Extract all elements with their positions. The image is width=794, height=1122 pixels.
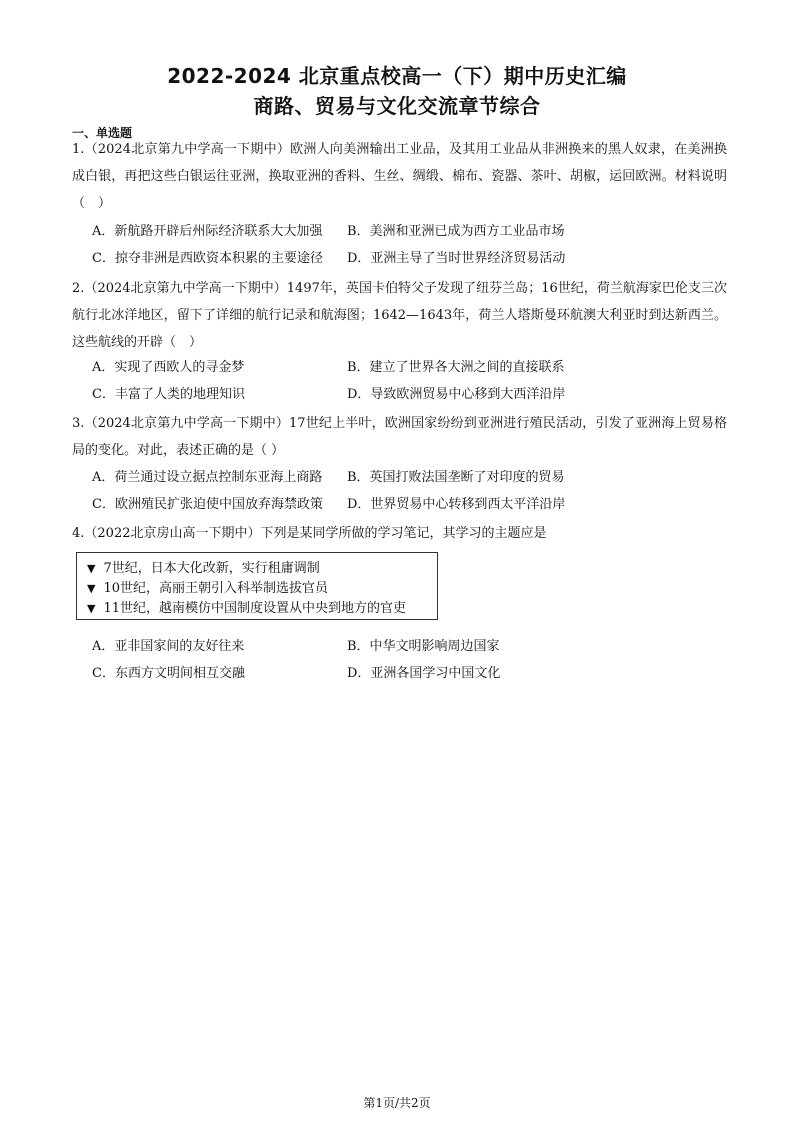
question-1-option-c: C．掠夺非洲是西欧资本积累的主要途径: [92, 251, 323, 266]
triangle-bullet-icon: ▼: [87, 602, 96, 615]
question-2-stem: 2.（2024北京第九中学高一下期中）1497年，英国卡伯特父子发现了纽芬兰岛；16世纪，荷兰航海家巴伦支三次航行北冰洋地区，留下了详细的航行记录和航海图；1642—1643年，荷兰人塔斯曼环航澳大利亚时到达新西兰。这些航线的开辟（ ）: [72, 281, 727, 350]
question-3-option-b: B．英国打败法国垄断了对印度的贸易: [347, 470, 565, 485]
note-text: 7世纪，日本大化改新，实行租庸调制: [103, 561, 320, 576]
question-3-option-c: C．欧洲殖民扩张迫使中国放弃海禁政策: [92, 497, 323, 512]
question-1-stem: 1.（2024北京第九中学高一下期中）欧洲人向美洲输出工业品，及其用工业品从非洲换来的黑人奴隶，在美洲换成白银，再把这些白银运往亚洲，换取亚洲的香料、生丝、绸缎、棉布、瓷器、茶叶、胡椒，运回欧洲。材料说明（ ）: [72, 142, 727, 211]
note-text: 11世纪，越南模仿中国制度设置从中央到地方的官吏: [103, 601, 407, 616]
question-4-stem: 4.（2022北京房山高一下期中）下列是某同学所做的学习笔记，其学习的主题应是: [72, 526, 547, 541]
question-3-option-a: A．荷兰通过设立据点控制东亚海上商路: [92, 470, 323, 485]
question-4-option-c: C．东西方文明间相互交融: [92, 666, 245, 681]
question-2-option-c: C．丰富了人类的地理知识: [92, 387, 245, 402]
question-3-stem: 3.（2024北京第九中学高一下期中）17世纪上半叶，欧洲国家纷纷到亚洲进行殖民活动，引发了亚洲海上贸易格局的变化。对此，表述正确的是（ ）: [72, 416, 727, 458]
note-line: [87, 559, 437, 579]
triangle-bullet-icon: ▼: [87, 562, 96, 575]
study-notes-box: [76, 552, 438, 620]
question-4-option-d: D．亚洲各国学习中国文化: [347, 666, 501, 681]
question-2-option-a: A．实现了西欧人的寻金梦: [92, 360, 245, 375]
question-2-option-d: D．导致欧洲贸易中心移到大西洋沿岸: [347, 387, 566, 402]
page-subtitle: 商路、贸易与文化交流章节综合: [253, 94, 541, 118]
section-heading: 一、单选题: [72, 126, 133, 140]
note-line: [87, 599, 437, 619]
page-title: 2022-2024 北京重点校高一（下）期中历史汇编: [167, 64, 627, 88]
question-3-option-d: D．世界贸易中心转移到西太平洋沿岸: [347, 497, 566, 512]
triangle-bullet-icon: ▼: [87, 582, 96, 595]
question-4-option-a: A．亚非国家间的友好往来: [92, 639, 245, 654]
note-line: [87, 579, 437, 599]
question-4-option-b: B．中华文明影响周边国家: [347, 639, 500, 654]
question-1-option-a: A．新航路开辟后州际经济联系大大加强: [92, 224, 323, 239]
question-2-option-b: B．建立了世界各大洲之间的直接联系: [347, 360, 565, 375]
question-1-option-b: B．美洲和亚洲已成为西方工业品市场: [347, 224, 565, 239]
question-1-option-d: D．亚洲主导了当时世界经济贸易活动: [347, 251, 566, 266]
note-text: 10世纪，高丽王朝引入科举制选拔官员: [103, 581, 329, 596]
page-number: 第1页/共2页: [363, 1096, 431, 1110]
